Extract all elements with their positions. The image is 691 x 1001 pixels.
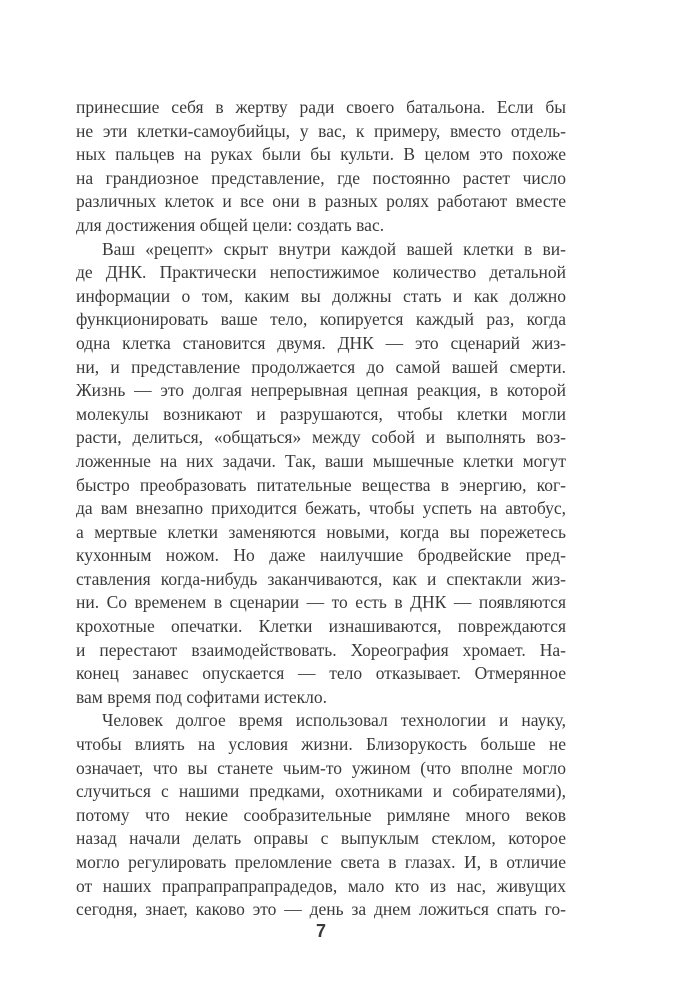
- text-line: Жизнь — это долгая непрерывная цепная реакция, в которой: [76, 380, 566, 401]
- text-line: различных клеток и все они в разных ролях работают вместе: [76, 191, 566, 212]
- text-line: случиться с нашими предками, охотниками и собирателями),: [76, 781, 566, 802]
- text-line: функционировать ваше тело, копируется каждый раз, когда: [76, 309, 566, 330]
- text-line: одна клетка становится двумя. ДНК — это сценарий жиз-: [76, 332, 566, 353]
- text-line: де ДНК. Практически непостижимое количество детальной: [76, 262, 566, 283]
- text-line: конец занавес опускается — тело отказывает. Отмерянное: [76, 663, 566, 684]
- text-line: ни, и представление продолжается до самой вашей смерти.: [76, 356, 566, 377]
- text-line: ставления когда-нибудь заканчиваются, как и спектакли жиз-: [76, 568, 566, 589]
- text-line: означает, что вы станете чьим-то ужином (что вполне могло: [76, 757, 566, 778]
- text-line: чтобы влиять на условия жизни. Близорукость больше не: [76, 734, 566, 755]
- text-line: не эти клетки-самоубийцы, у вас, к примеру, вместо отдель-: [76, 120, 566, 141]
- text-line: назад начали делать оправы с выпуклым стеклом, которое: [76, 828, 566, 849]
- text-line: принесшие себя в жертву ради своего батальона. Если бы: [76, 97, 566, 117]
- page-number: 7: [315, 921, 326, 941]
- text-line: Ваш «рецепт» скрыт внутри каждой вашей клетки в ви-: [102, 238, 566, 259]
- text-line: ложенные на них задачи. Так, ваши мышечные клетки могут: [76, 450, 566, 471]
- text-line: крохотные опечатки. Клетки изнашиваются, повреждаются: [76, 616, 566, 637]
- text-line: быстро преобразовать питательные вещества в энергию, ког-: [76, 474, 566, 495]
- text-line: от наших прапрапрапрапрадедов, мало кто из нас, живущих: [76, 875, 566, 896]
- text-line: и перестают взаимодействовать. Хореография хромает. На-: [76, 639, 566, 660]
- page-body-text: [76, 96, 566, 922]
- text-line: Человек долгое время использовал технологии и науку,: [102, 710, 566, 731]
- text-line: молекулы возникают и разрушаются, чтобы клетки могли: [76, 403, 566, 424]
- text-line: могло регулировать преломление света в глазах. И, в отличие: [76, 852, 566, 872]
- paragraph: [76, 96, 566, 238]
- text-line: ных пальцев на руках были бы культи. В целом это похоже: [76, 144, 566, 165]
- text-line: ни. Со временем в сценарии — то есть в ДНК — появляются: [76, 592, 566, 613]
- text-line: потому что некие сообразительные римляне много веков: [76, 804, 566, 825]
- text-line: вам время под софитами истекло.: [76, 686, 327, 707]
- text-line: информации о том, каким вы должны стать и как должно: [76, 285, 566, 306]
- text-line: кухонным ножом. Но даже наилучшие бродвейские пред-: [76, 545, 566, 566]
- text-line: расти, делиться, «общаться» между собой и выполнять воз-: [76, 427, 566, 448]
- paragraph: [76, 709, 566, 921]
- paragraph: [76, 238, 566, 710]
- text-line: на грандиозное представление, где постоянно растет число: [76, 167, 566, 188]
- text-line: сегодня, знает, каково это — день за днем ложиться спать го-: [76, 899, 566, 920]
- text-line: да вам внезапно приходится бежать, чтобы успеть на автобус,: [76, 498, 566, 519]
- text-line: а мертвые клетки заменяются новыми, когда вы порежетесь: [76, 521, 566, 542]
- text-line: для достижения общей цели: создать вас.: [76, 214, 385, 235]
